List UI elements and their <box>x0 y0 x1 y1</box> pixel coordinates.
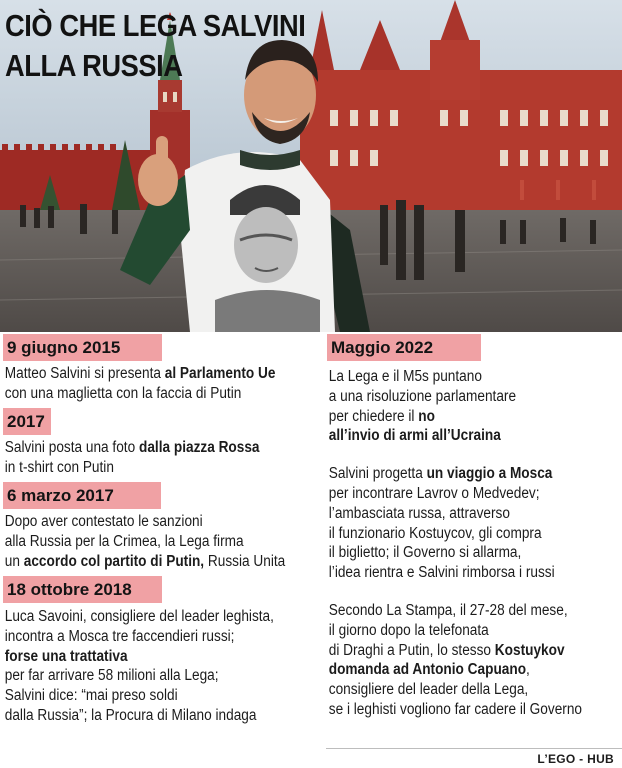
p3-line-3-pre: di Draghi a Putin, lo stesso <box>328 641 495 659</box>
hero-photo <box>0 0 622 332</box>
p3-line-6: se i leghisti vogliono far cadere il Governo <box>328 700 582 718</box>
credit-footer: L’EGO - HUB <box>537 752 614 766</box>
p3-line-5: consigliere del leader della Lega, <box>328 681 529 699</box>
event-2018-line-6: dalla Russia”; la Procura di Milano indaga <box>4 706 257 724</box>
event-2015-bold: al Parlamento Ue <box>164 365 276 382</box>
date-label-october-2018: 18 ottobre 2018 <box>3 576 162 603</box>
event-march-2017-post: Russia Unita <box>204 552 286 570</box>
p2-line-1-pre: Salvini progetta <box>328 465 427 483</box>
p3-line-4-post: , <box>526 661 530 679</box>
headline-line-2: ALLA RUSSIA <box>5 48 183 83</box>
p1-line-1: La Lega e il M5s puntano <box>328 368 482 385</box>
event-2018-line-2: incontra a Mosca tre faccendieri russi; <box>4 627 235 645</box>
event-2018-line-5: Salvini dice: “mai preso soldi <box>4 687 178 705</box>
event-2017-line-1: Salvini posta una foto <box>4 439 139 456</box>
p3-line-1: Secondo La Stampa, il 27-28 del mese, <box>328 601 568 619</box>
p2-line-5: il biglietto; il Governo si allarma, <box>328 544 522 562</box>
headline-line-1: CIÒ CHE LEGA SALVINI <box>5 8 306 43</box>
event-2015-line-2: con una maglietta con la faccia di Putin <box>4 384 242 402</box>
event-2017-text <box>3 438 276 482</box>
date-label-may-2022: Maggio 2022 <box>327 334 481 361</box>
event-2018-bold: forse una trattativa <box>4 647 128 665</box>
event-2015-text <box>3 364 276 408</box>
p2-line-1-bold: un viaggio a Mosca <box>426 465 553 483</box>
event-2017-line-2: in t-shirt con Putin <box>4 458 114 476</box>
date-label-2017: 2017 <box>3 408 51 435</box>
event-2018-line-1: Luca Savoini, consigliere del leader leghista, <box>4 608 274 625</box>
headline <box>5 6 305 86</box>
event-march-2017-pre: un <box>4 552 24 570</box>
p2-line-2: per incontrare Lavrov o Medvedev; <box>328 484 540 502</box>
may-2022-paragraph-3 <box>327 601 584 720</box>
event-march-2017-line-1: Dopo aver contestato le sanzioni <box>4 513 203 530</box>
event-march-2017-bold: accordo col partito di Putin, <box>23 552 205 570</box>
p1-line-4-bold: all’invio di armi all’Ucraina <box>328 427 501 445</box>
event-2015-line-1: Matteo Salvini si presenta <box>4 365 165 382</box>
p1-line-2: a una risoluzione parlamentare <box>328 387 517 405</box>
p2-line-3: l’ambasciata russa, attraverso <box>328 504 510 522</box>
event-march-2017-text <box>3 512 286 576</box>
p3-line-2: il giorno dopo la telefonata <box>328 621 489 639</box>
p3-line-4-bold: domanda ad Antonio Capuano <box>328 661 527 679</box>
date-label-march-2017: 6 marzo 2017 <box>3 482 161 509</box>
may-2022-paragraph-1 <box>327 367 584 446</box>
p1-line-3-bold: no <box>418 407 435 425</box>
p2-line-6: l’idea rientra e Salvini rimborsa i russi <box>328 564 555 582</box>
event-2018-line-4: per far arrivare 58 milioni alla Lega; <box>4 667 219 685</box>
event-march-2017-line-2: alla Russia per la Crimea, la Lega firma <box>4 532 244 550</box>
event-2017-bold: dalla piazza Rossa <box>138 439 260 456</box>
p1-line-3-pre: per chiedere il <box>328 407 419 425</box>
p2-line-4: il funzionario Kostuycov, gli compra <box>328 524 542 542</box>
timeline-left-column <box>3 334 313 726</box>
timeline-right-column <box>327 334 619 720</box>
event-october-2018-text <box>3 607 276 726</box>
may-2022-paragraph-2 <box>327 464 584 583</box>
date-label-2015: 9 giugno 2015 <box>3 334 162 361</box>
footer-divider <box>326 748 622 749</box>
p3-line-3-bold: Kostuykov <box>494 641 565 659</box>
